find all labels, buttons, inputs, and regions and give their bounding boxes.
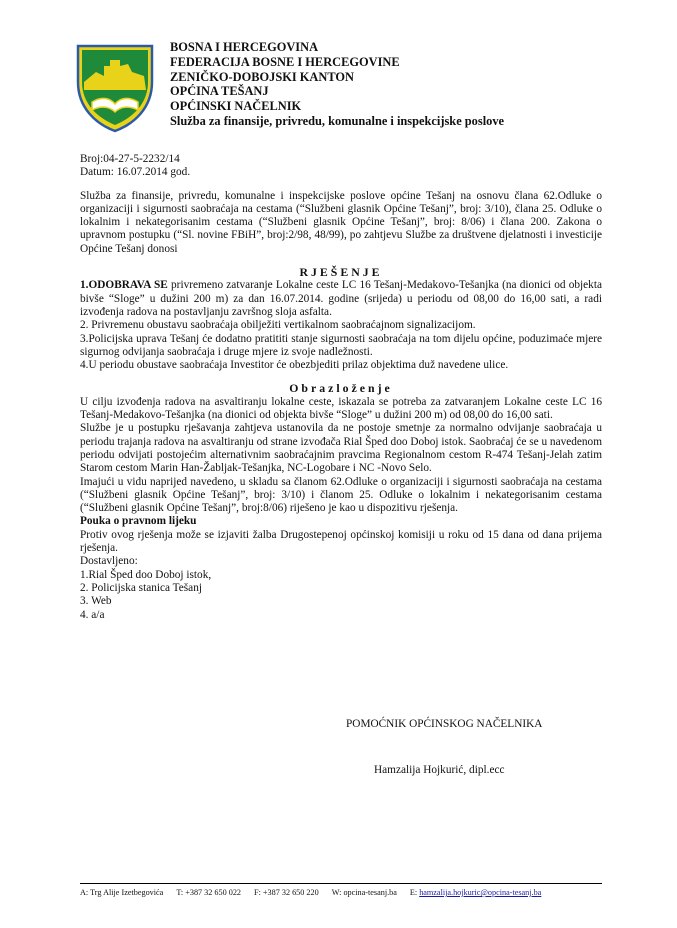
decision-item-1-bold: 1.ODOBRAVA SE xyxy=(80,279,168,292)
footer-email xyxy=(410,888,541,897)
delivered-title: Dostavljeno: xyxy=(80,555,138,568)
letterhead-canton: ZENIČKO-DOBOJSKI KANTON xyxy=(170,69,354,84)
letterhead-service: Služba za finansije, privredu, komunalne i inspekcijske poslove xyxy=(170,113,505,128)
legal-remedy-text: Protiv ovog rješenja može se izjaviti žalba Drugostepenoj općinskoj komisiji u roku od 15 dana od dana prijema rješenja. xyxy=(80,528,602,555)
letterhead-office: OPĆINSKI NAČELNIK xyxy=(170,99,302,114)
footer-fax: F: +387 32 650 220 xyxy=(254,888,319,897)
letterhead-municipality: OPĆINA TEŠANJ xyxy=(170,84,269,99)
reasoning-title: Obrazloženje xyxy=(289,381,393,396)
letterhead-country: BOSNA I HERCEGOVINA xyxy=(170,40,319,54)
decision-item-2: 2. Privremenu obustavu saobraćaja obilježiti vertikalnom saobraćajnom signalizacijom. xyxy=(80,319,476,332)
document-body xyxy=(80,153,602,622)
coat-of-arms-icon xyxy=(74,42,156,134)
reasoning-paragraph-3: Imajući u vidu naprijed navedeno, u skladu sa članom 62.Odluke o organizaciji i sigurnosti saobraćaja na cestama (“Službeni glasnik Općine Tešanj”, broj: 3/10) i članom 25. Odluke o lokalnim i nekategorisanim cestama (“Službeni glasnik Općine Tešanj”, broj:8/06) riješeno je kao u dispozitivu rješenja. xyxy=(80,475,602,515)
decision-title: RJEŠENJE xyxy=(299,265,383,280)
intro-paragraph: Služba za finansije, privredu, komunalne i inspekcijske poslove općine Tešanj na osnovu člana 62.Odluke o organizaciji i sigurnosti saobraćaja na cestama (“Službeni glasnik Općine Tešanj”, broj: 3/10), člana 25. Odluke o lokalnim i nekategorisanim cestama (“Službeni glasnik Općine Tešanj”, broj: 8/06) i člana 200. Zakona o upravnom postupku (“Sl. novine FBiH”, broj:2/98, 48/99), po zahtjevu Službe za društvene djelatnosti i investicije Općine Tešanj donosi xyxy=(80,189,602,255)
signatory-role: POMOĆNIK OPĆINSKOG NAČELNIKA xyxy=(346,718,543,730)
footer-address: A: Trg Alije Izetbegovića xyxy=(80,888,164,897)
legal-remedy-title-text: Pouka o pravnom lijeku xyxy=(80,515,197,528)
footer-phone: T: +387 32 650 022 xyxy=(176,888,242,897)
reasoning-paragraph-1: U cilju izvođenja radova na asvaltiranju lokalne ceste, iskazala se potreba za zatvaranjem Lokalne ceste LC 16 Tešanj-Medakovo-Tešanjka (na dionici od objekta bivše “Sloge” u dužini 200 m) od 08,00 do 16,00 sati. xyxy=(80,395,602,422)
decision-item-1-text: privremeno zatvaranje Lokalne ceste LC 16 Tešanj-Medakovo-Tešanjka (na dionici od objekta bivše “Sloge” u dužini 200 m) za dan 16.07.2014. godine (srijeda) u periodu od 08,00 do 16,00 sati, a radi izvođenja radova na postavljanju završnog sloja asfalta. xyxy=(80,279,602,318)
legal-remedy-title xyxy=(80,515,602,528)
reasoning-paragraph-2: Službe je u postupku rješavanja zahtjeva ustanovila da ne postoje smetnje za normalno odvijanje saobraćaja u periodu trajanja radova na asvaltiranju od strane izvođača Rial Šped doo Doboj istok. Saobraćaj će se u navedenom periodu odvijati postojećim alternativnim saobraćajnim pravcima Regionalnom cestom R-474 Tešanj-Jelah zatim Starom cestom Marin Han-Žabljak-Tešanjka, NC-Logobare i NC -Novo Selo. xyxy=(80,422,602,475)
footer xyxy=(80,883,602,897)
document-date: Datum: 16.07.2014 god. xyxy=(80,166,191,179)
footer-web-link[interactable]: W: opcina-tesanj.ba xyxy=(331,888,397,897)
footer-email-link[interactable]: hamzalija.hojkuric@opcina-tesanj.ba xyxy=(419,888,542,897)
delivered-item: 1.Rial Šped doo Doboj istok, xyxy=(80,568,212,581)
decision-item-3: 3.Policijska uprava Tešanj će dodatno pratititi stanje sigurnosti saobraćaja na tom dijelu općine, poduzimaće mjere sigurnog odvijanja saobraćaja i druge mjere iz svoje nadležnosti. xyxy=(80,332,602,358)
footer-email-label: E: xyxy=(409,888,418,897)
reference-number: Broj:04-27-5-2232/14 xyxy=(80,153,180,165)
delivered-item: 2. Policijska stanica Tešanj xyxy=(80,581,202,594)
letterhead-federation: FEDERACIJA BOSNE I HERCEGOVINE xyxy=(170,54,400,69)
letterhead xyxy=(170,40,650,129)
decision-item-4: 4.U periodu obustave saobraćaja Investitor će obezbjediti prilaz objektima duž navedene ulice. xyxy=(80,359,509,372)
delivered-item: 4. a/a xyxy=(80,608,105,621)
delivered-item: 3. Web xyxy=(80,595,112,608)
signatory-name: Hamzalija Hojkurić, dipl.ecc xyxy=(374,764,505,776)
decision-item-1 xyxy=(80,279,602,319)
